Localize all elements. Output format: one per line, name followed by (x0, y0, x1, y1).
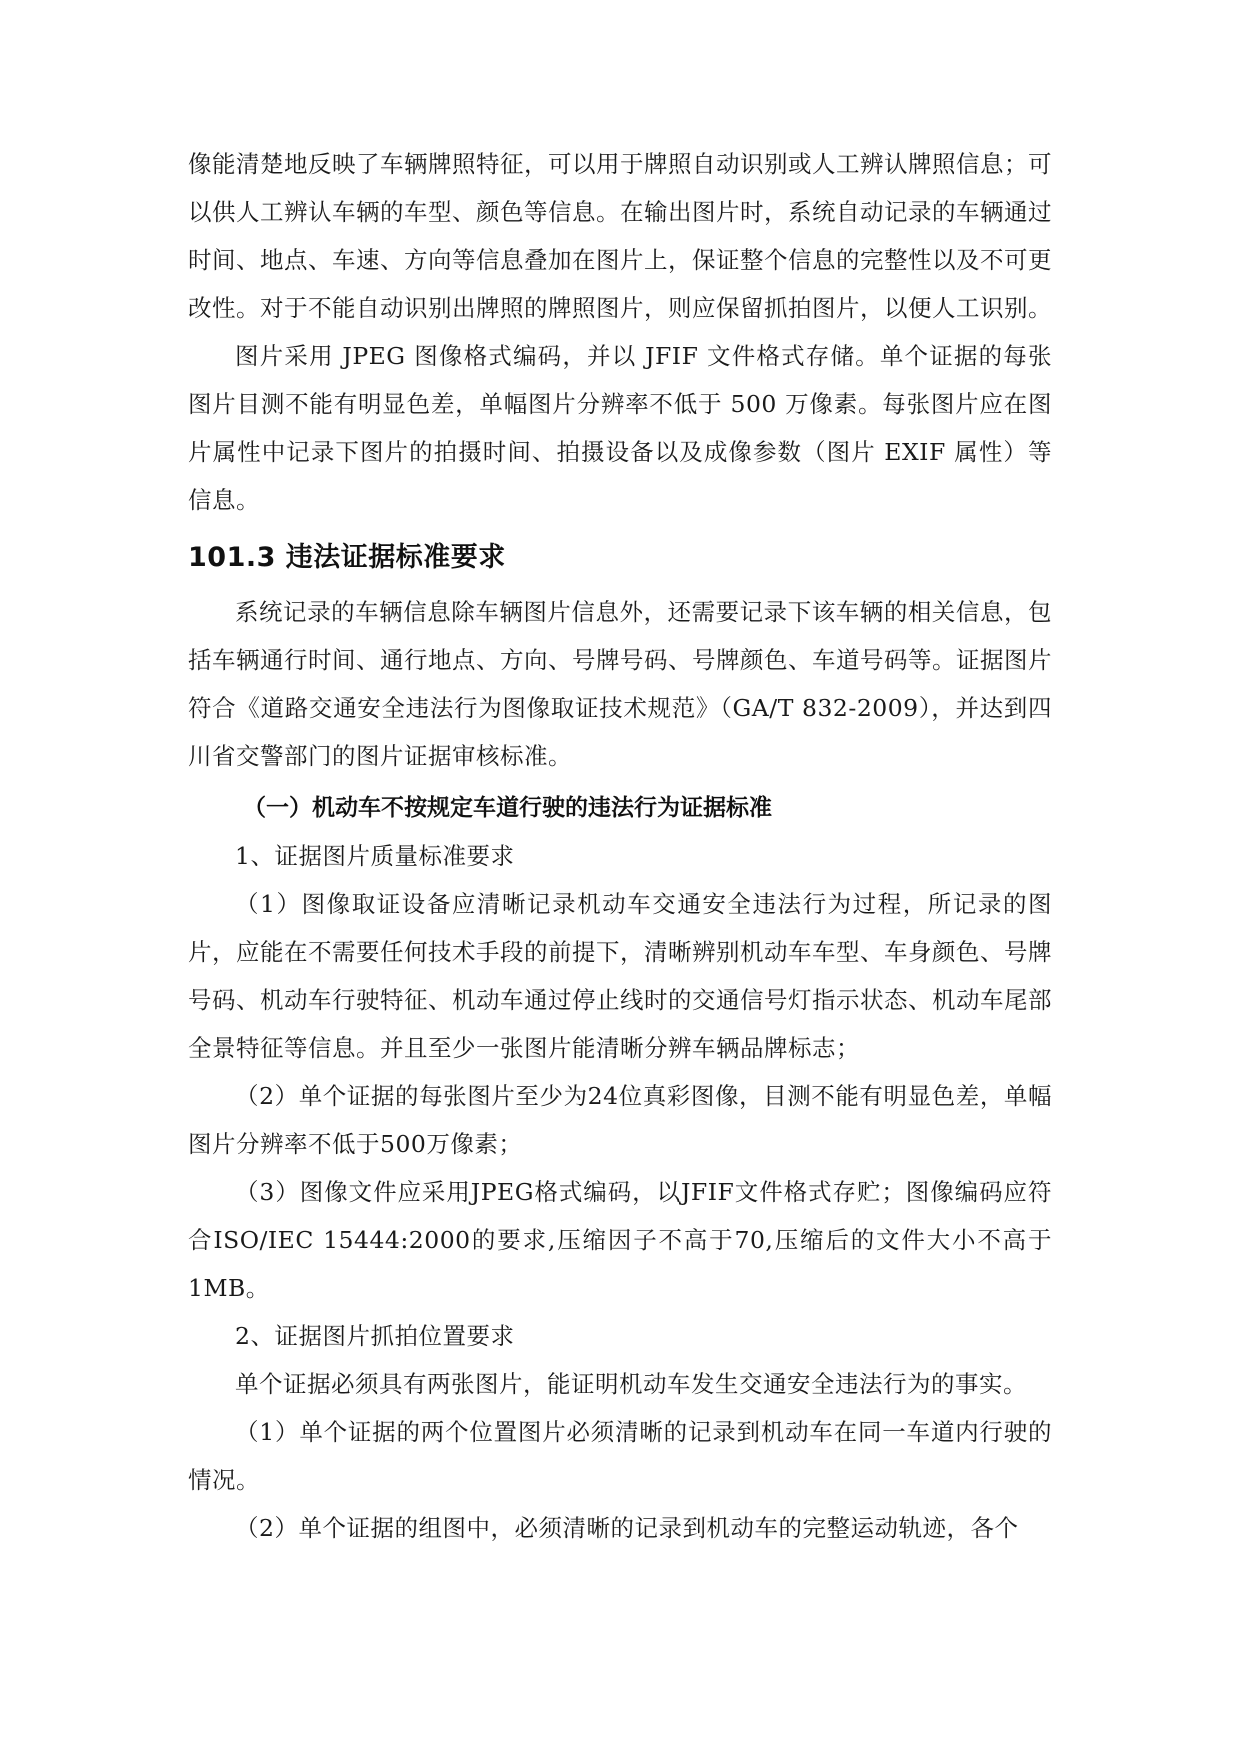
item1-title: 1、证据图片质量标准要求 (235, 842, 515, 870)
subsection-heading: （一）机动车不按规定车道行驶的违法行为证据标准 (243, 795, 772, 821)
paragraph-image-format: 图片采用 JPEG 图像格式编码，并以 JFIF 文件格式存储。单个证据的每张图片目测不能有明显色差，单幅图片分辨率不低于 500 万像素。每张图片应在图片属性中记录下图片的拍摄时间、拍摄设备以及成像参数（图片 EXIF 属性）等信息。 (188, 342, 1052, 514)
paragraph-plate-recognition: 像能清楚地反映了车辆牌照特征，可以用于牌照自动识别或人工辨认牌照信息；可以供人工辨认车辆的车型、颜色等信息。在输出图片时，系统自动记录的车辆通过时间、地点、车速、方向等信息叠加在图片上，保证整个信息的完整性以及不可更改性。对于不能自动识别出牌照的牌照图片，则应保留抓拍图片，以便人工识别。 (188, 150, 1052, 322)
item1-point-2: （2）单个证据的每张图片至少为24位真彩图像，目测不能有明显色差，单幅图片分辨率不低于500万像素； (188, 1082, 1052, 1158)
item1-point-1: （1）图像取证设备应清晰记录机动车交通安全违法行为过程，所记录的图片，应能在不需要任何技术手段的前提下，清晰辨别机动车车型、车身颜色、号牌号码、机动车行驶特征、机动车通过停止线时的交通信号灯指示状态、机动车尾部全景特征等信息。并且至少一张图片能清晰分辨车辆品牌标志； (188, 890, 1052, 1062)
item1-point-3: （3）图像文件应采用JPEG格式编码，以JFIF文件格式存贮；图像编码应符合ISO/IEC 15444:2000的要求,压缩因子不高于70,压缩后的文件大小不高于1MB。 (188, 1178, 1052, 1302)
item2-point-1: （1）单个证据的两个位置图片必须清晰的记录到机动车在同一车道内行驶的情况。 (188, 1418, 1052, 1494)
section-heading: 101.3 违法证据标准要求 (188, 542, 506, 573)
item2-point-2: （2）单个证据的组图中，必须清晰的记录到机动车的完整运动轨迹，各个 (235, 1514, 1019, 1542)
item2-title: 2、证据图片抓拍位置要求 (235, 1322, 515, 1350)
section-intro-paragraph: 系统记录的车辆信息除车辆图片信息外，还需要记录下该车辆的相关信息，包括车辆通行时间、通行地点、方向、号牌号码、号牌颜色、车道号码等。证据图片符合《道路交通安全违法行为图像取证技术规范》（GA/T 832-2009），并达到四川省交警部门的图片证据审核标准。 (188, 598, 1052, 770)
document-body (188, 140, 1052, 1552)
item2-intro: 单个证据必须具有两张图片，能证明机动车发生交通安全违法行为的事实。 (235, 1370, 1027, 1398)
